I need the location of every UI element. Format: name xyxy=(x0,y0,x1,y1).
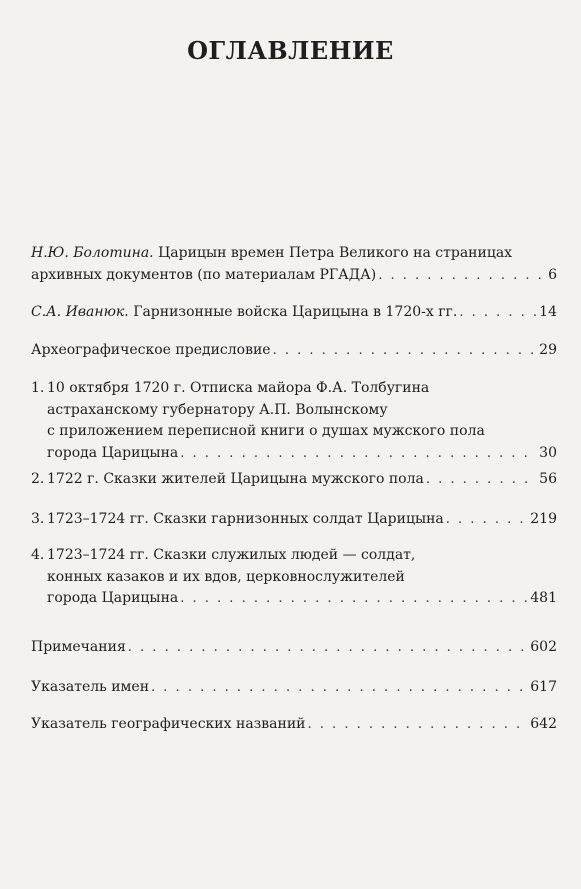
entry-page: 14 xyxy=(539,304,557,320)
entry-text: Гарнизонные войска Царицына в 1720-х гг. xyxy=(133,304,458,320)
toc-entry[interactable] xyxy=(31,302,557,324)
entry-page: 30 xyxy=(539,444,557,461)
entry-text: Указатель имен xyxy=(31,679,150,695)
entry-author: Н.Ю. Болотина. xyxy=(31,245,154,261)
leader-dots xyxy=(128,637,528,659)
entry-text: 10 октября 1720 г. Отписка майора Ф.А. Толбугина xyxy=(47,380,430,396)
entry-text: 1723–1724 гг. Сказки гарнизонных солдат Царицына xyxy=(47,511,444,527)
entry-number: 2. xyxy=(31,471,45,487)
entry-number: 3. xyxy=(31,511,45,527)
entry-page: 56 xyxy=(539,471,557,487)
entry-number: 1. xyxy=(31,380,45,396)
leader-dots xyxy=(308,714,529,736)
entry-text: города Царицына xyxy=(47,590,179,606)
entry-page: 6 xyxy=(548,266,557,283)
entry-text: Археографическое предисловие xyxy=(31,342,271,358)
toc-entry[interactable] xyxy=(31,340,557,362)
toc-entry[interactable] xyxy=(31,378,557,464)
entry-text: астраханскому губернатору А.П. Волынскому xyxy=(47,401,388,418)
entry-number: 4. xyxy=(31,547,45,563)
toc-entry[interactable] xyxy=(31,469,557,491)
entry-page: 642 xyxy=(530,716,557,732)
entry-text: архивных документов (по материалам РГАДА) xyxy=(31,266,377,283)
entry-page: 219 xyxy=(530,511,557,527)
toc-entry[interactable] xyxy=(31,714,557,736)
entry-text: 1723–1724 гг. Сказки служилых людей — солдат, xyxy=(47,547,416,563)
toc-entry[interactable] xyxy=(31,637,557,659)
entry-text: Указатель географических названий xyxy=(31,716,306,732)
leader-dots xyxy=(459,302,537,324)
entry-page: 481 xyxy=(530,590,557,606)
entry-text: 1722 г. Сказки жителей Царицына мужского пола xyxy=(47,471,424,487)
leader-dots xyxy=(426,469,537,491)
page-title: ОГЛАВЛЕНИЕ xyxy=(187,36,394,65)
toc-entry[interactable] xyxy=(31,677,557,699)
leader-dots xyxy=(180,588,528,610)
toc-entry[interactable] xyxy=(31,545,557,610)
toc-entry[interactable] xyxy=(31,243,557,286)
entry-author: С.А. Иванюк. xyxy=(31,304,129,320)
entry-text: конных казаков и их вдов, церковнослужителей xyxy=(47,568,405,585)
entry-text: Царицын времен Петра Великого на страницах xyxy=(158,245,513,261)
entry-text: города Царицына xyxy=(47,444,179,461)
leader-dots xyxy=(180,443,537,465)
entry-page: 29 xyxy=(539,342,557,358)
leader-dots xyxy=(151,677,528,699)
leader-dots xyxy=(446,509,528,531)
entry-text: с приложением переписной книги о душах мужского пола xyxy=(47,423,485,439)
entry-text: Примечания xyxy=(31,639,126,655)
entry-page: 617 xyxy=(530,679,557,695)
leader-dots xyxy=(378,265,545,287)
leader-dots xyxy=(273,340,538,362)
entry-page: 602 xyxy=(530,639,557,655)
toc-entry[interactable] xyxy=(31,509,557,531)
